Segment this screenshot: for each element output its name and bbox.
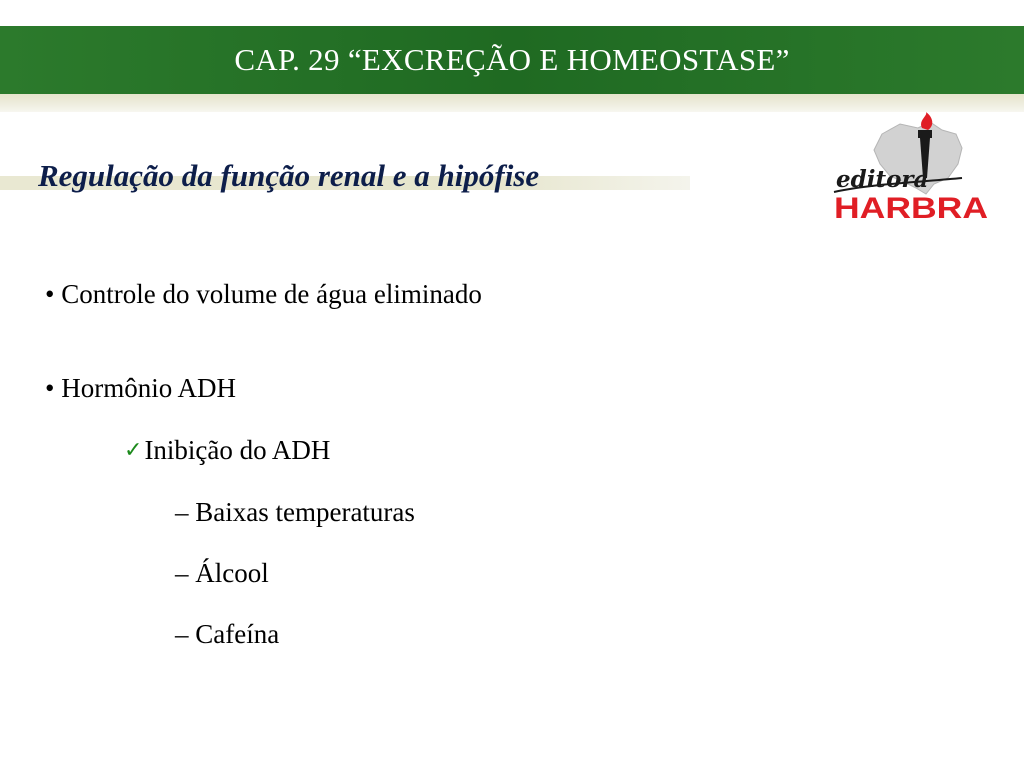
- dash-marker: –: [175, 619, 189, 649]
- title-bar: [0, 26, 1024, 94]
- sub-sub-item-text: Cafeína: [195, 619, 280, 649]
- bullet-item: [45, 279, 482, 310]
- bullet-text: Hormônio ADH: [61, 373, 236, 403]
- logo-script-text: editora: [836, 166, 929, 193]
- sub-sub-item: [175, 497, 415, 528]
- editora-harbra-logo: [830, 112, 992, 224]
- bullet-marker: •: [45, 279, 55, 309]
- dash-marker: –: [175, 497, 189, 527]
- sub-bullet-text: Inibição do ADH: [144, 435, 331, 465]
- sub-sub-item-text: Álcool: [195, 558, 269, 588]
- sub-sub-item: [175, 619, 279, 650]
- sub-bullet-item: [124, 435, 330, 466]
- bullet-marker: •: [45, 373, 55, 403]
- bullet-item: [45, 373, 236, 404]
- slide-subtitle: Regulação da função renal e a hipófise: [38, 158, 540, 193]
- slide-title: CAP. 29 “EXCREÇÃO E HOMEOSTASE”: [234, 42, 790, 77]
- logo-brand-text: HARBRA: [834, 192, 988, 224]
- sub-sub-item-text: Baixas temperaturas: [195, 497, 415, 527]
- check-icon: ✓: [124, 438, 143, 463]
- bullet-text: Controle do volume de água eliminado: [61, 279, 482, 309]
- title-bar-shadow: [0, 94, 1024, 112]
- dash-marker: –: [175, 558, 189, 588]
- sub-sub-item: [175, 558, 269, 589]
